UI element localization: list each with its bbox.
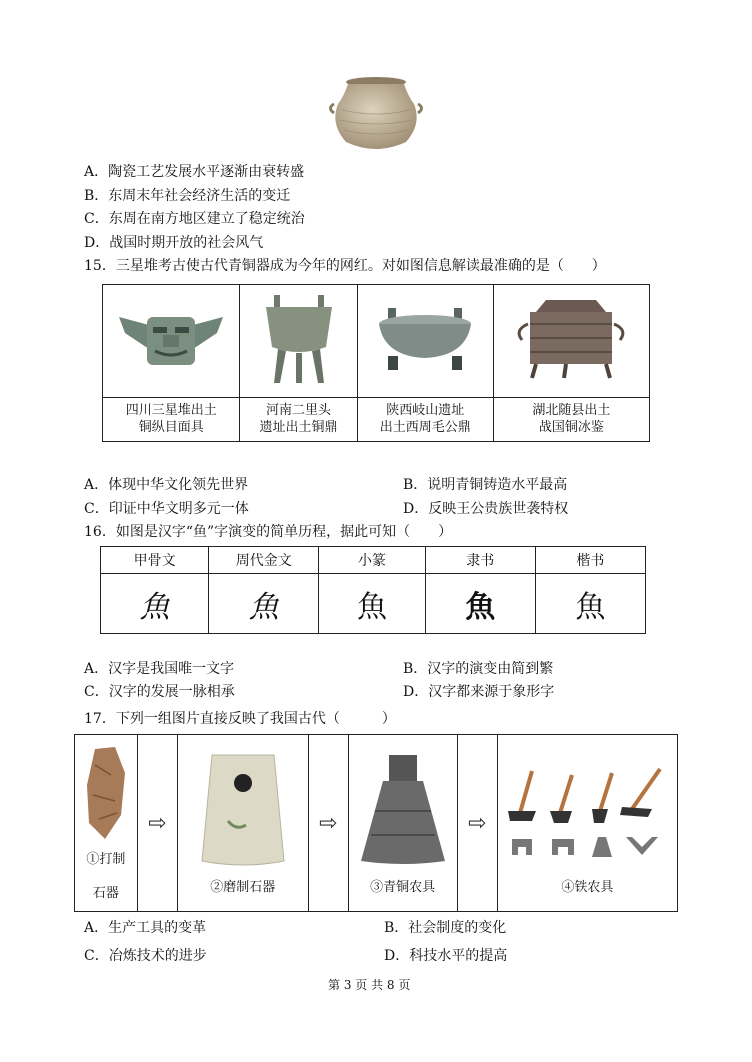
header-regular: 楷书 bbox=[535, 547, 645, 574]
polished-stone-cell bbox=[177, 735, 308, 912]
q16-option-d: D．汉字都来源于象形字 bbox=[403, 684, 555, 700]
chipped-stone-cell bbox=[75, 735, 138, 912]
glyph-bronze-inscription: 魚 bbox=[209, 574, 319, 634]
q15-option-c: C．印证中华文明多元一体 bbox=[84, 501, 249, 517]
q15-stem: 15．三星堆考古使古代青铜器成为今年的网红。对如图信息解读最准确的是（ ） bbox=[84, 258, 606, 274]
bronze-tool-cell bbox=[348, 735, 457, 912]
q17-stem: 17．下列一组图片直接反映了我国古代（ ） bbox=[84, 711, 396, 727]
arrow-2: ⇨ bbox=[308, 735, 348, 912]
q16-option-a: A．汉字是我国唯一文字 bbox=[84, 661, 235, 677]
q17-caption-1: ①打制 石器 bbox=[86, 851, 126, 901]
bronze-mask-image bbox=[103, 285, 240, 398]
chipped-stone-tool-image bbox=[81, 745, 131, 841]
q16-option-c: C．汉字的发展一脉相承 bbox=[84, 684, 235, 700]
header-bronze-inscription: 周代金文 bbox=[209, 547, 319, 574]
q16-character-table bbox=[100, 546, 646, 634]
iron-tool-cell bbox=[497, 735, 677, 912]
q15-caption-1: 四川三星堆出土 铜纵目面具 bbox=[103, 397, 240, 441]
glyph-clerical: 魚 bbox=[425, 574, 535, 634]
q17-tools-table bbox=[74, 734, 678, 912]
bronze-maogong-ding-image bbox=[357, 285, 493, 398]
q15-caption-2: 河南二里头 遗址出土铜鼎 bbox=[240, 397, 357, 441]
glyph-oracle-bone: 魚 bbox=[101, 574, 209, 634]
q17-caption-3: ③青铜农具 bbox=[370, 879, 436, 895]
q14-option-d: D．战国时期开放的社会风气 bbox=[84, 235, 264, 251]
q16-stem: 16．如图是汉字“鱼”字演变的简单历程，据此可知（ ） bbox=[84, 524, 453, 540]
header-oracle-bone: 甲骨文 bbox=[101, 547, 209, 574]
q15-option-a: A．体现中华文化领先世界 bbox=[84, 477, 249, 493]
q15-option-d: D．反映王公贵族世袭特权 bbox=[403, 501, 569, 517]
q15-caption-3: 陕西岐山遗址 出土西周毛公鼎 bbox=[357, 397, 493, 441]
q17-option-c: C．冶炼技术的进步 bbox=[84, 948, 207, 964]
arrow-3: ⇨ bbox=[457, 735, 497, 912]
page-number: 第 3 页 共 8 页 bbox=[328, 978, 411, 992]
q14-option-c: C．东周在南方地区建立了稳定统治 bbox=[84, 211, 305, 227]
pottery-jar-image bbox=[326, 74, 426, 154]
glyph-regular: 魚 bbox=[535, 574, 645, 634]
arrow-1: ⇨ bbox=[137, 735, 177, 912]
q15-option-b: B．说明青铜铸造水平最高 bbox=[403, 477, 568, 493]
q14-option-b: B．东周末年社会经济生活的变迁 bbox=[84, 188, 291, 204]
bronze-ding-erlitou-image bbox=[240, 285, 357, 398]
q17-option-d: D．科技水平的提高 bbox=[384, 948, 508, 964]
q17-caption-4: ④铁农具 bbox=[561, 879, 614, 895]
q17-option-b: B．社会制度的变化 bbox=[384, 920, 507, 936]
bronze-ice-jian-image bbox=[493, 285, 649, 398]
q14-option-a: A．陶瓷工艺发展水平逐渐由衰转盛 bbox=[84, 164, 305, 180]
iron-farm-tools-image bbox=[502, 751, 672, 871]
q15-bronze-table bbox=[102, 284, 650, 442]
bronze-farm-tool-image bbox=[353, 751, 453, 871]
q16-option-b: B．汉字的演变由简到繁 bbox=[403, 661, 554, 677]
q15-caption-4: 湖北随县出土 战国铜冰鉴 bbox=[493, 397, 649, 441]
header-small-seal: 小篆 bbox=[319, 547, 425, 574]
header-clerical: 隶书 bbox=[425, 547, 535, 574]
glyph-small-seal: 魚 bbox=[319, 574, 425, 634]
polished-stone-tool-image bbox=[188, 751, 298, 871]
q17-caption-2: ②磨制石器 bbox=[210, 879, 276, 895]
q17-option-a: A．生产工具的变革 bbox=[84, 920, 207, 936]
